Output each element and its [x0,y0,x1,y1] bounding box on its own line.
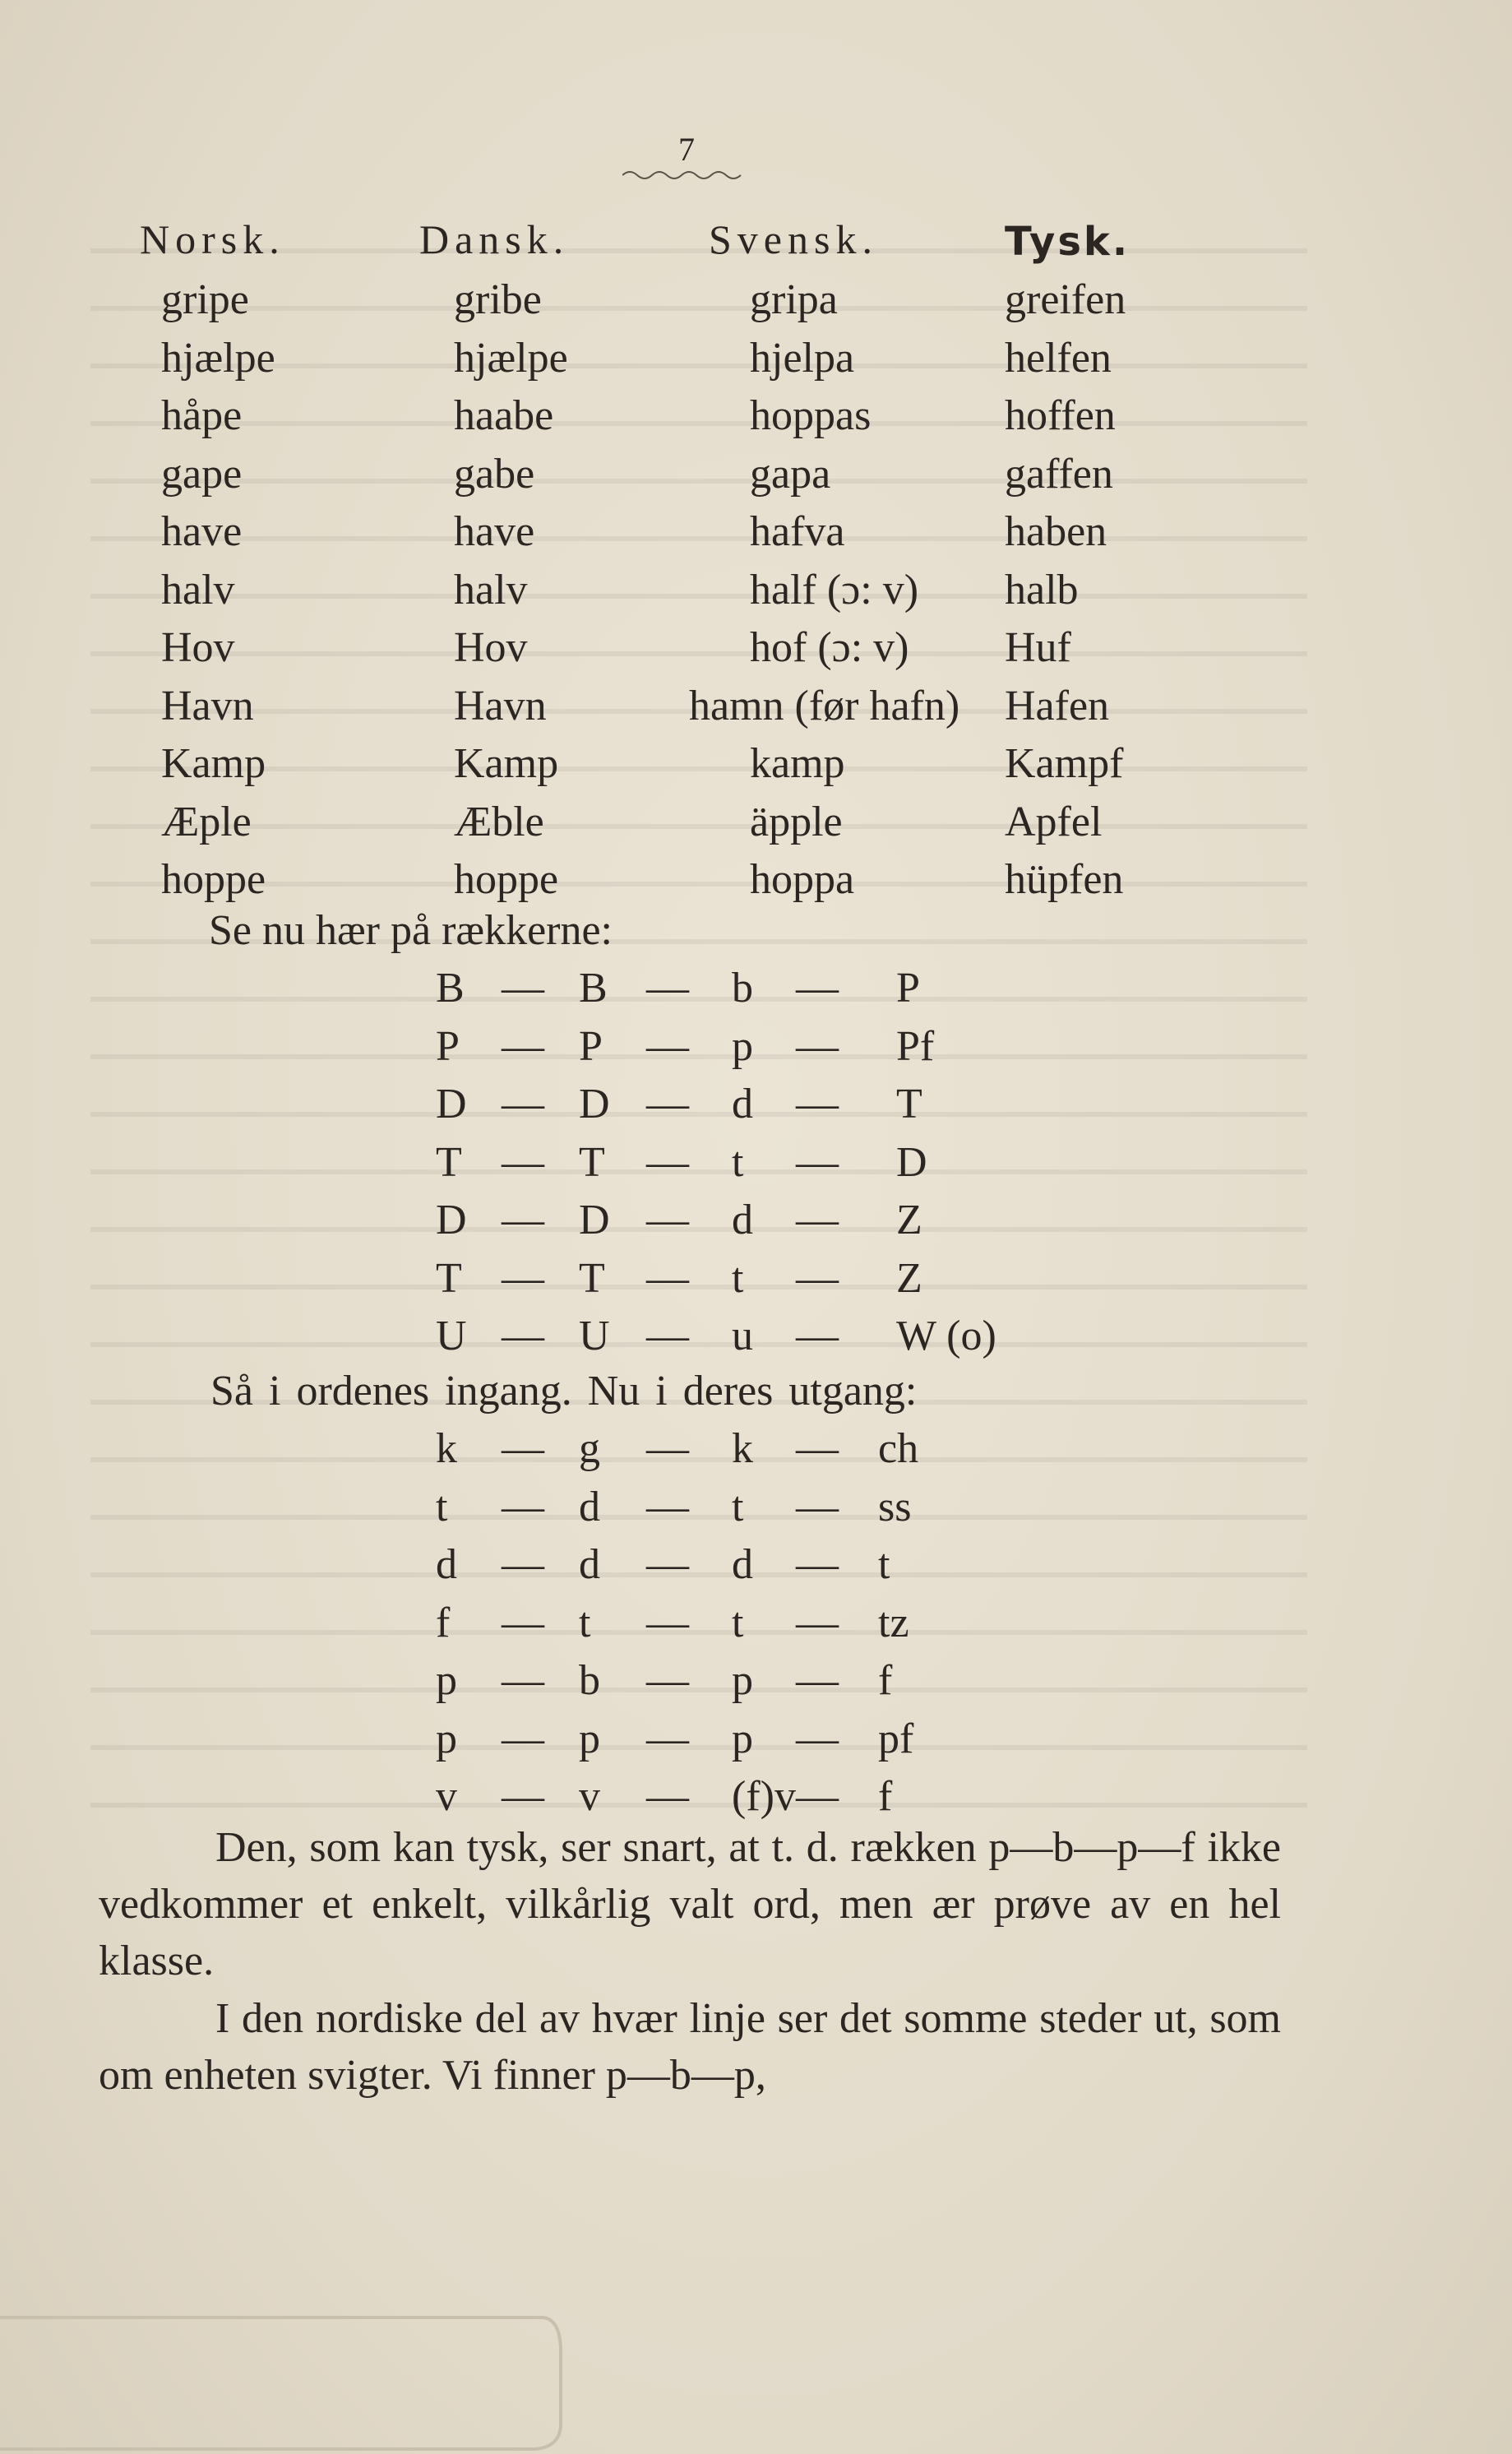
final-letter: pf [878,1715,914,1762]
cell-tysk: haben [1005,508,1107,555]
final-letter: (f)v [732,1773,796,1820]
cell-svensk: gripa [750,276,838,323]
final-letter: d [579,1541,600,1588]
dash-separator: — [796,1313,839,1359]
cell-tysk: Apfel [1005,798,1103,845]
initial-letter: B [436,965,465,1012]
initial-letter: u [732,1313,753,1359]
initial-letter: U [579,1313,610,1359]
table-row [0,450,1512,507]
dash-separator: — [502,1425,544,1472]
initial-letter: d [732,1081,753,1127]
final-letter: p [436,1657,457,1704]
cell-norsk: have [161,508,243,555]
final-letter: f [436,1599,451,1646]
table-row [0,391,1512,449]
folio-ornament [622,169,744,182]
cell-dansk: gabe [454,450,535,498]
initial-letter: Z [896,1197,922,1243]
binding-fold-shadow [0,2303,567,2454]
cell-svensk: kamp [750,740,845,787]
initial-letter: d [732,1197,753,1243]
final-letter: d [732,1541,753,1588]
cell-norsk: gripe [161,276,249,323]
intro-line: Se nu hær på rækkerne: [209,907,613,954]
final-letter: d [579,1483,600,1530]
table-row [0,334,1512,391]
cell-dansk: gribe [454,276,542,323]
cell-svensk: hof (ɔ: v) [750,624,909,671]
dash-separator: — [646,1197,689,1243]
paragraph-2: I den nordiske del av hvær linje ser det somme steder ut, som om enheten svigter. Vi finner p—b—p, [99,1995,1281,2099]
cell-norsk: gape [161,450,243,498]
cell-dansk: Havn [454,682,547,729]
cell-tysk: Kampf [1005,740,1124,787]
dash-separator: — [646,1022,689,1070]
dash-separator: — [502,1657,544,1704]
table-row [0,507,1512,565]
cell-svensk: hoppas [750,392,872,439]
initial-letter: T [579,1138,605,1186]
dash-separator: — [646,1313,689,1359]
initial-letter: p [732,1022,753,1070]
final-letter: tz [878,1599,909,1646]
cell-svensk: gapa [750,450,831,498]
dash-separator: — [502,1254,544,1302]
dash-separator: — [796,1022,839,1070]
cell-dansk: hoppe [454,856,559,903]
cell-dansk: haabe [454,392,554,439]
dash-separator: — [796,1081,839,1127]
initial-letter: T [436,1254,462,1302]
initial-letter: U [436,1313,467,1359]
dash-separator: — [796,1483,839,1530]
final-letter: p [579,1715,600,1762]
dash-separator: — [796,1254,839,1302]
initial-letter: T [579,1254,605,1302]
dash-separator: — [796,1599,839,1646]
dash-separator: — [796,1715,839,1762]
final-letter: v [436,1773,457,1820]
dash-separator: — [646,1081,689,1127]
cell-norsk: hoppe [161,856,266,903]
dash-separator: — [646,1541,689,1588]
dash-separator: — [502,1483,544,1530]
dash-separator: — [502,1313,544,1359]
dash-separator: — [646,1715,689,1762]
cell-dansk: Kamp [454,740,559,787]
cell-svensk: äpple [750,798,843,845]
initial-letter: D [436,1197,467,1243]
header-tysk: Tysk. [1005,219,1131,265]
cell-dansk: have [454,508,535,555]
page-number: 7 [678,131,695,168]
dash-separator: — [646,1138,689,1186]
dash-separator: — [502,1773,544,1820]
dash-separator: — [796,1541,839,1588]
dash-separator: — [796,1773,839,1820]
dash-separator: — [646,1483,689,1530]
initial-letter: D [579,1081,610,1127]
dash-separator: — [646,1657,689,1704]
table-row [0,855,1512,913]
cell-tysk: hüpfen [1005,856,1124,903]
table-row [0,566,1512,623]
table-header [0,215,1512,273]
header-svensk: Svensk. [709,216,878,262]
cell-norsk: halv [161,566,235,614]
initial-letter: W (o) [896,1313,996,1359]
final-letter: p [732,1715,753,1762]
dash-separator: — [646,1599,689,1646]
final-letter: p [732,1657,753,1704]
final-letter: t [579,1599,591,1646]
initial-letter: Pf [896,1022,935,1070]
initial-letter: T [436,1138,462,1186]
cell-svensk: hamn (før hafn) [689,682,960,729]
mid-line: Så i ordenes ingang. Nu i deres utgang: [210,1368,918,1415]
cell-norsk: Kamp [161,740,266,787]
header-norsk: Norsk. [140,216,285,262]
cell-dansk: Hov [454,624,528,671]
dash-separator: — [646,1254,689,1302]
cell-norsk: håpe [161,392,243,439]
initial-letter: P [896,965,920,1012]
final-letter: ch [878,1425,919,1472]
cell-dansk: hjælpe [454,334,568,382]
table-row [0,739,1512,797]
initial-letter: P [579,1022,603,1070]
initial-letter: b [732,965,753,1012]
cell-svensk: hoppa [750,856,855,903]
cell-dansk: halv [454,566,528,614]
initial-letter: D [896,1138,927,1186]
dash-separator: — [796,1197,839,1243]
dash-separator: — [646,965,689,1012]
cell-tysk: greifen [1005,276,1126,323]
dash-separator: — [796,1425,839,1472]
initial-letter: P [436,1022,460,1070]
dash-separator: — [646,1425,689,1472]
initial-letter: t [732,1254,744,1302]
final-letter: d [436,1541,457,1588]
final-letter: k [436,1425,457,1472]
final-letter: f [878,1773,893,1820]
final-letter: t [436,1483,448,1530]
paragraph-1: Den, som kan tysk, ser snart, at t. d. rækken p—b—p—f ikke vedkommer et enkelt, vilkårlig valt ord, men ær prøve av en hel klasse. [99,1824,1281,1984]
final-letter: t [878,1541,890,1588]
dash-separator: — [796,1138,839,1186]
final-letter: g [579,1425,600,1472]
initial-letter: B [579,965,608,1012]
dash-separator: — [502,1715,544,1762]
cell-svensk: hafva [750,508,845,555]
dash-separator: — [502,1197,544,1243]
table-row [0,623,1512,681]
initial-letter: D [579,1197,610,1243]
dash-separator: — [646,1773,689,1820]
final-letter: k [732,1425,753,1472]
cell-svensk: hjelpa [750,334,855,382]
initial-letter: D [436,1081,467,1127]
final-letter: f [878,1657,893,1704]
cell-dansk: Æble [454,798,544,845]
dash-separator: — [502,1541,544,1588]
final-letter: p [436,1715,457,1762]
dash-separator: — [502,1081,544,1127]
cell-norsk: Havn [161,682,254,729]
cell-svensk: half (ɔ: v) [750,566,919,614]
table-row [0,798,1512,855]
cell-tysk: Hafen [1005,682,1110,729]
dash-separator: — [502,1138,544,1186]
table-row [0,682,1512,739]
initial-letter: t [732,1138,744,1186]
initial-letter: T [896,1081,922,1127]
header-dansk: Dansk. [419,216,570,262]
cell-norsk: Hov [161,624,235,671]
cell-tysk: hoffen [1005,392,1116,439]
dash-separator: — [502,1599,544,1646]
cell-tysk: helfen [1005,334,1112,382]
cell-tysk: gaffen [1005,450,1113,498]
final-letter: ss [878,1483,912,1530]
final-letter: b [579,1657,600,1704]
dash-separator: — [796,1657,839,1704]
cell-norsk: Æple [161,798,252,845]
cell-tysk: halb [1005,566,1079,614]
initial-letter: Z [896,1254,922,1302]
dash-separator: — [796,965,839,1012]
dash-separator: — [502,965,544,1012]
final-letter: t [732,1599,744,1646]
table-row [0,275,1512,333]
cell-norsk: hjælpe [161,334,275,382]
final-letter: t [732,1483,744,1530]
dash-separator: — [502,1022,544,1070]
cell-tysk: Huf [1005,624,1071,671]
final-letter: v [579,1773,600,1820]
